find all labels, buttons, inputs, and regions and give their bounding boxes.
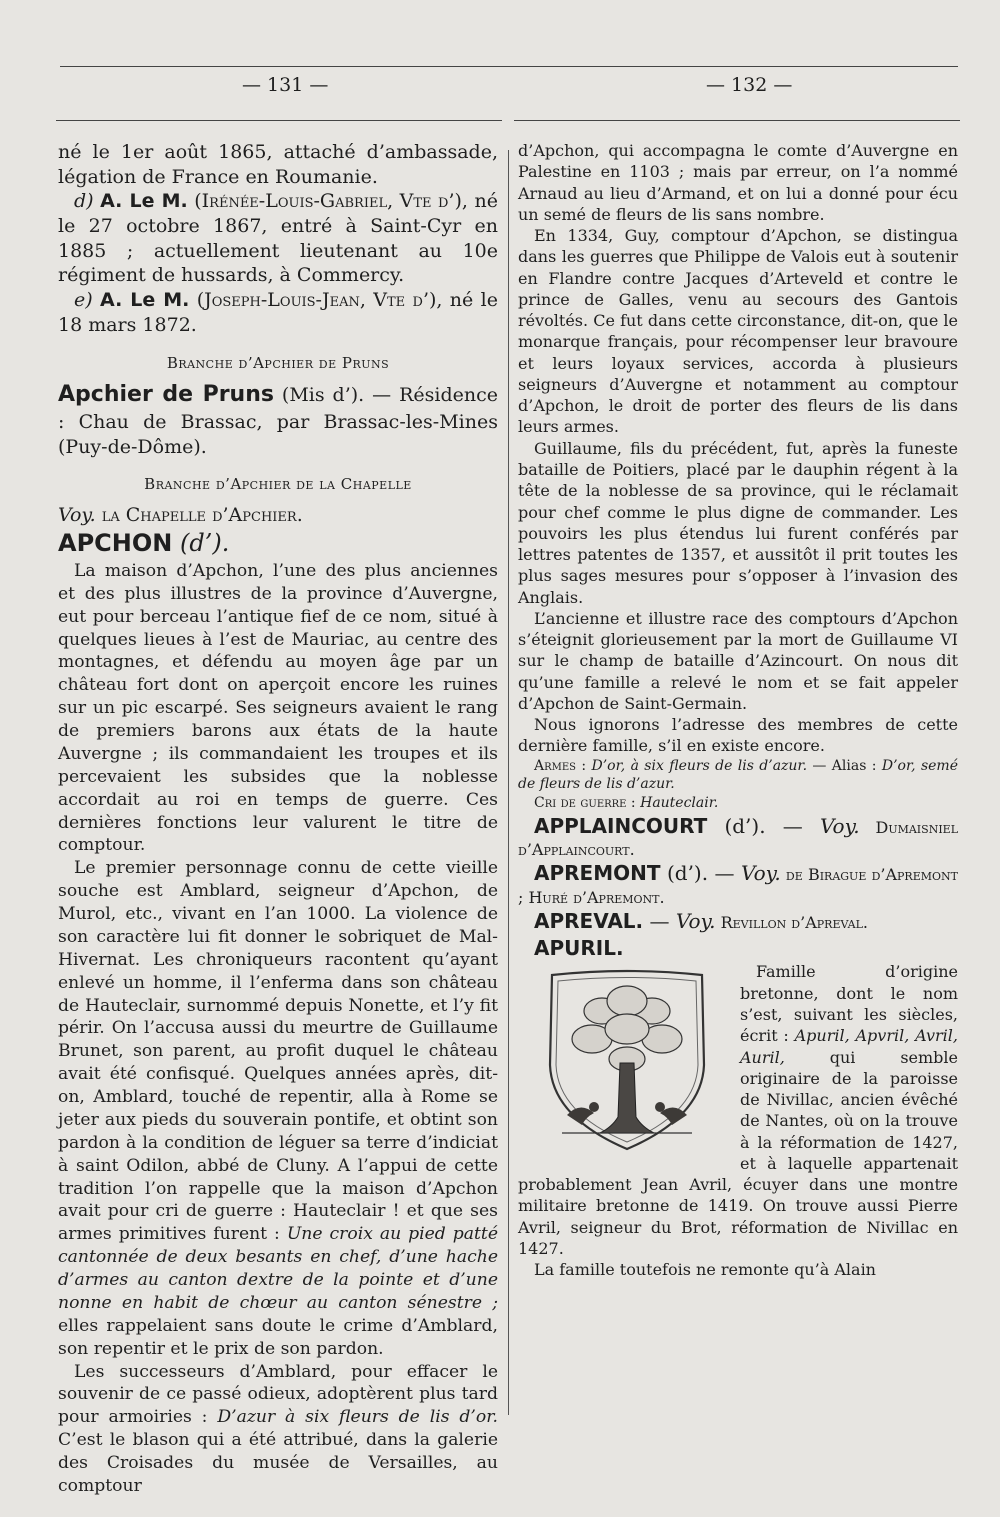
paragraph: En 1334, Guy, comptour d’Apchon, se distingua dans les guerres que Philippe de Valois eut à soutenir en Flandre contre Jacques d’Arteveld et contre le prince de Galles, venu au secours des Gantois révoltés. Ce fut dans cette circonstance, dit-on, que le monarque français, pour récompenser leur bravoure et leurs loyaux services, accorda à plusieurs seigneurs d’Auvergne et notamment au comptour d’Apchon, le droit de porter des fleurs de lis dans leurs armes. xyxy=(518,226,958,437)
branch-heading: Branche d’Apchier de Pruns xyxy=(166,353,390,372)
entry-particle: (d’). — xyxy=(707,813,820,838)
entry-heading xyxy=(518,935,958,962)
entry-name: APCHON xyxy=(58,529,173,558)
voy-label: Voy. xyxy=(819,813,860,838)
arms-line xyxy=(518,757,958,794)
voy-label: Voy. xyxy=(58,504,96,527)
entry-given-names: (Joseph-Louis-Jean, Vte d’), xyxy=(189,289,443,312)
text: elles rappelaient sans doute le crime d’Amblard, son repentir et le prix de son pardon. xyxy=(58,1315,498,1359)
arms-blazon-alias: D’or, semé de fleurs de lis d’azur. xyxy=(518,757,958,793)
entry-particle: (d’). xyxy=(172,529,230,558)
war-cry-label: Cri de guerre : xyxy=(534,794,636,811)
text: Famille d’origine bretonne, dont le nom s’est, suivant les siècles, écrit : xyxy=(740,962,958,1046)
entry-text: (Mis d’). — Résidence : Chau de Brassac, par Brassac-les-Mines (Puy-de-Dôme). xyxy=(58,384,499,458)
entry-name: A. Le M. xyxy=(100,289,190,312)
voy-label: Voy. xyxy=(741,861,781,886)
left-column xyxy=(58,140,499,1496)
top-rule xyxy=(60,66,958,67)
entry-d xyxy=(58,189,498,288)
text: Les successeurs d’Amblard, pour effacer le souvenir de ce passé odieux, adoptèrent plus tard pour armoiries : xyxy=(58,1361,498,1428)
paragraph: Guillaume, fils du précédent, fut, après la funeste bataille de Poitiers, placé par le dauphin régent à la tête de la noblesse de sa province, qui le réclamait pour chef comme le plus digne de commander. Les pouvoirs les plus étendus lui furent conférés par lettres patentes de 1357, et aussitôt il prit toutes les plus sages mesures pour s’opposer à l’invasion des Anglais. xyxy=(518,438,958,607)
paragraph: La famille toutefois ne remonte qu’à Alain xyxy=(534,1260,876,1280)
voy-reference: Dumaisniel d’Applaincourt. xyxy=(518,817,958,860)
entry-name: A. Le M. xyxy=(100,190,188,213)
paragraph xyxy=(58,857,498,1360)
entry-apremont xyxy=(518,860,958,908)
entry-heading xyxy=(58,528,498,560)
entry-name: APPLAINCOURT xyxy=(534,813,708,838)
paragraph: né le 1er août 1865, attaché d’ambassade, légation de France en Roumanie. xyxy=(58,141,498,188)
column-divider xyxy=(508,150,509,1415)
voy-label: Voy. xyxy=(675,909,716,934)
text: qui semble originaire de la paroisse de Nivillac, ancien évêché de Nantes, où on la trouve à la réformation de 1427, et à laquelle appartenait probablement Jean Avril, écuyer dans une montre militaire bretonne de 1419. On trouve aussi Pierre Avril, seigneur du Brot, réformation de Nivillac en 1427. xyxy=(518,1047,958,1258)
coat-of-arms xyxy=(522,967,732,1155)
arms-alias: — Alias : xyxy=(807,757,877,774)
right-header-rule xyxy=(514,120,960,121)
entry-name: APREVAL. xyxy=(534,909,644,934)
entry-e xyxy=(58,288,498,337)
entry-apreval xyxy=(518,908,958,935)
text: Le premier personnage connu de cette vieille souche est Amblard, seigneur d’Apchon, de Murol, etc., vivant en l’an 1000. La violence de son caractère lui fit donner le sobriquet de Mal-Hivernat. Les chroniqueurs racontent qu’ayant enlevé un homme, il l’enferma dans son château de Hauteclair, surnommé depuis Nonette, et l’y fit périr. On l’accusa aussi du meurtre de Guillaume Brunet, son parent, au profit duquel le château avait été confisqué. Quelques années après, dit-on, Amblard, touché de repentir, alla à Rome se jeter aux pieds du souverain pontife, et obtint son pardon à la condition de léguer sa terre d’indiciat à saint Odilon, abbé de Cluny. A l’appui de cette tradition l’on rappelle que la maison d’Apchon avait pour cri de guerre : Hauteclair ! et que ses armes primitives furent : xyxy=(58,858,498,1245)
paragraph xyxy=(58,1361,498,1498)
voy-reference: la Chapelle d’Apchier. xyxy=(95,504,303,527)
war-cry: Hauteclair. xyxy=(635,794,719,811)
entry-pruns xyxy=(58,381,498,459)
war-cry-line xyxy=(518,794,958,813)
entry-letter: e) xyxy=(74,289,101,312)
voy-reference: de Birague d’Apremont ; Huré d’Apremont. xyxy=(518,865,958,907)
left-header-rule xyxy=(56,120,502,121)
text-italic: D’azur à six fleurs de lis d’or. xyxy=(217,1407,498,1428)
entry-text: né le 27 octobre 1867, entré à Saint-Cyr en 1885 ; actuellement lieutenant au 10e régiment de hussards, à Commercy. xyxy=(58,190,498,287)
page-number-right: — 132 — xyxy=(706,74,793,96)
right-column xyxy=(518,140,958,1440)
paragraph: d’Apchon, qui accompagna le comte d’Auvergne en Palestine en 1103 ; mais par erreur, on l’a nommé Arnaud au lieu d’Armand, et on lui a donné pour écu un semé de fleurs de lis sans nombre. xyxy=(518,141,958,224)
arms-label: Armes : xyxy=(534,757,587,774)
text-italic: Apuril, Apvril, Avril, Auril, xyxy=(740,1026,958,1067)
entry-particle: (d’). — xyxy=(660,861,742,886)
paragraph: L’ancienne et illustre race des comptours d’Apchon s’éteignit glorieusement par la mort de Guillaume VI sur le champ de bataille d’Azincourt. On nous dit qu’une famille a relevé le nom et se fait appeler d’Apchon de Saint-Germain. xyxy=(518,608,958,713)
entry-text: né le 18 mars 1872. xyxy=(58,289,498,336)
voy-reference: Revillon d’Apreval. xyxy=(715,913,869,933)
branch-heading: Branche d’Apchier de la Chapelle xyxy=(144,475,412,494)
paragraph: La maison d’Apchon, l’une des plus anciennes et des plus illustres de la province d’Auvergne, eut pour berceau l’antique fief de ce nom, situé à quelques lieues à l’est de Mauriac, au centre des montagnes, et défendu au moyen âge par un château fort dont on aperçoit encore les ruines sur un pic escarpé. Ses seigneurs avaient le rang de premiers barons aux états de la haute Auvergne ; ils commandaient les troupes et ils percevaient les subsides que la noblesse accordait au roi en temps de guerre. Ces dernières fonctions leur valurent le titre de comptour. xyxy=(58,560,498,856)
page-number-left: — 131 — xyxy=(242,74,329,96)
entry-name: APURIL. xyxy=(534,935,624,960)
entry-given-names: (Irénée-Louis-Gabriel, Vte d’), xyxy=(187,190,468,213)
entry-name: APREMONT xyxy=(534,861,661,886)
voy-line xyxy=(58,503,498,528)
text-italic: Une croix au pied patté cantonnée de deux besants en chef, d’une hache d’armes au canton dextre de la pointe et d’une nonne en habit de chœur au canton sénestre ; xyxy=(58,1224,498,1313)
text: C’est le blason qui a été attribué, dans la galerie des Croisades du musée de Versailles, au comptour xyxy=(58,1430,498,1496)
entry-applaincourt xyxy=(518,813,958,861)
entry-letter: d) xyxy=(74,190,101,213)
entry-name: Apchier de Pruns xyxy=(58,382,274,408)
paragraph: Nous ignorons l’adresse des membres de cette dernière famille, s’il en existe encore. xyxy=(518,715,958,756)
shield-tree-icon xyxy=(522,967,732,1155)
entry-dash: — xyxy=(643,909,676,934)
arms-blazon: D’or, à six fleurs de lis d’azur. xyxy=(586,757,808,774)
